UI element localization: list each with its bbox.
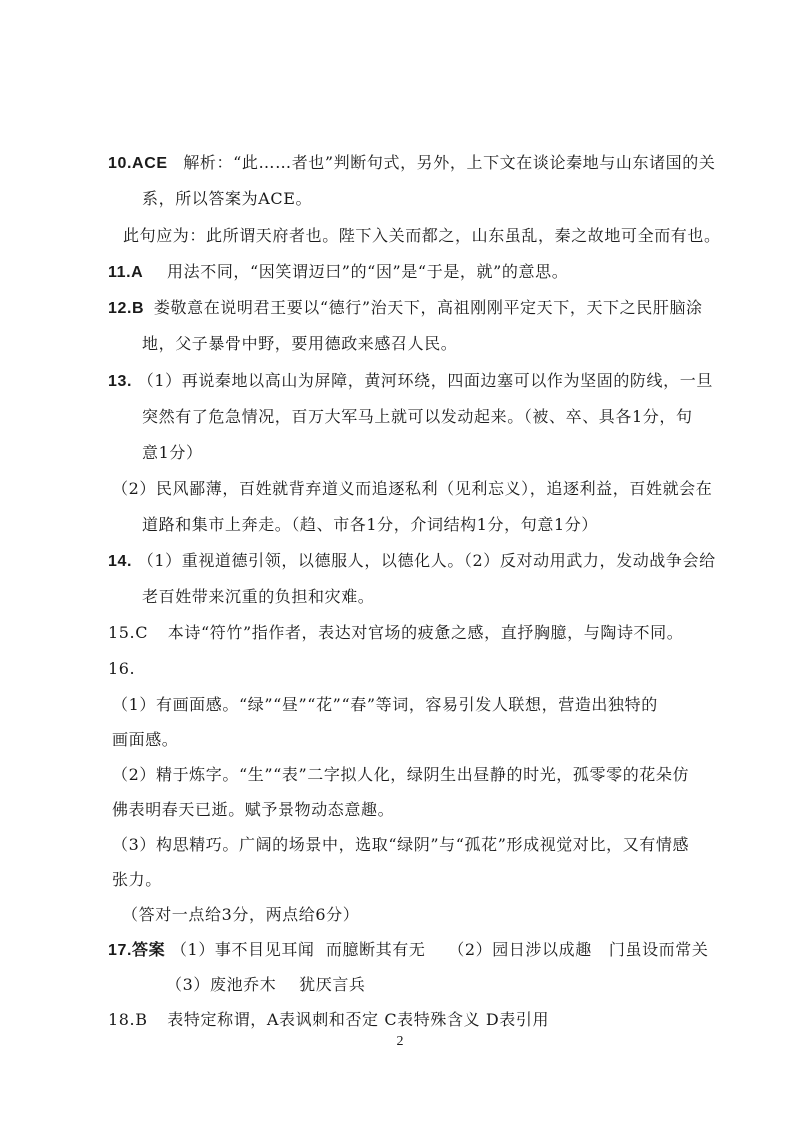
q10-line2: 系，所以答案为ACE。 — [142, 189, 313, 208]
q16-p1-line1: （1）有画面感。“绿”“昼”“花”“春”等词，容易引发人联想，营造出独特的 — [112, 695, 658, 714]
q17-label: 17.答案 — [108, 942, 166, 959]
q18-text1: 表特定称谓，A表讽刺和否定 C表特殊含义 D表引用 — [167, 1010, 550, 1029]
q16-p2-line1: （2）精于炼字。“生”“表”二字拟人化，绿阴生出昼静的时光，孤零零的花朵仿 — [112, 765, 690, 784]
page-number: 2 — [396, 1034, 404, 1049]
q17-text1: （1）事不目见耳闻 而臆断其有无 （2）园日涉以成趣 门虽设而常关 — [170, 940, 709, 959]
q13-label: 13. — [108, 373, 133, 390]
q13-p1-text1: （1）再说秦地以高山为屏障，黄河环绕，四面边塞可以作为坚固的防线，一旦 — [137, 371, 713, 390]
q14-text1: （1）重视道德引领，以德服人，以德化人。（2）反对动用武力，发动战争会给 — [137, 551, 716, 570]
q13-p2-line1: （2）民风鄙薄，百姓就背弃道义而追逐私利（见利忘义），追逐利益，百姓就会在 — [112, 479, 713, 498]
q15-label: 15.C — [108, 623, 149, 642]
q12-label: 12.B — [108, 300, 145, 317]
q12-line1 — [108, 298, 703, 319]
q16-p2-line2: 佛表明春天已逝。赋予景物动态意趣。 — [112, 800, 395, 819]
q12-text1: 娄敬意在说明君王要以“德行”治天下，高祖刚刚平定天下，天下之民肝脑涂 — [153, 298, 703, 317]
q10-text1: 解析：“此……者也”判断句式，另外，上下文在谈论秦地与山东诸国的关 — [183, 153, 716, 172]
q13-p1-line1 — [108, 371, 713, 392]
q17-line1 — [108, 940, 708, 961]
q13-p2-line2: 道路和集市上奔走。（趋、市各1分，介词结构1分，句意1分） — [142, 515, 598, 534]
q18-line1 — [108, 1010, 549, 1030]
q11-line1 — [108, 262, 568, 283]
q16-p3-line2: 张力。 — [112, 870, 162, 889]
q14-label: 14. — [108, 553, 133, 570]
q10-label: 10.ACE — [108, 155, 168, 172]
q16-note: （答对一点给3分，两点给6分） — [122, 905, 360, 924]
q13-p1-line2: 突然有了危急情况，百万大军马上就可以发动起来。（被、卒、具各1分，句 — [142, 407, 693, 426]
q14-line1 — [108, 551, 716, 572]
q18-label: 18.B — [108, 1010, 148, 1029]
q17-line2: （3）废池乔木 犹厌言兵 — [166, 975, 366, 994]
q10-line1 — [108, 153, 715, 174]
q16-p3-line1: （3）构思精巧。广阔的场景中，选取“绿阴”与“孤花”形成视觉对比，又有情感 — [112, 835, 690, 854]
q16-label: 16. — [108, 659, 136, 678]
q16-p1-line2: 画面感。 — [112, 730, 179, 749]
q14-line2: 老百姓带来沉重的负担和灾难。 — [142, 587, 375, 606]
q10-line3: 此句应为：此所谓天府者也。陛下入关而都之，山东虽乱，秦之故地可全而有也。 — [123, 226, 721, 245]
q11-text1: 用法不同，“因笑谓迈曰”的“因”是“于是，就”的意思。 — [167, 262, 569, 281]
q15-line1 — [108, 623, 683, 643]
q11-label: 11.A — [108, 264, 144, 281]
q15-text1: 本诗“符竹”指作者，表达对官场的疲惫之感，直抒胸臆，与陶诗不同。 — [167, 623, 684, 642]
q12-line2: 地，父子暴骨中野，要用德政来感召人民。 — [142, 334, 458, 353]
q13-p1-line3: 意1分） — [142, 443, 203, 462]
